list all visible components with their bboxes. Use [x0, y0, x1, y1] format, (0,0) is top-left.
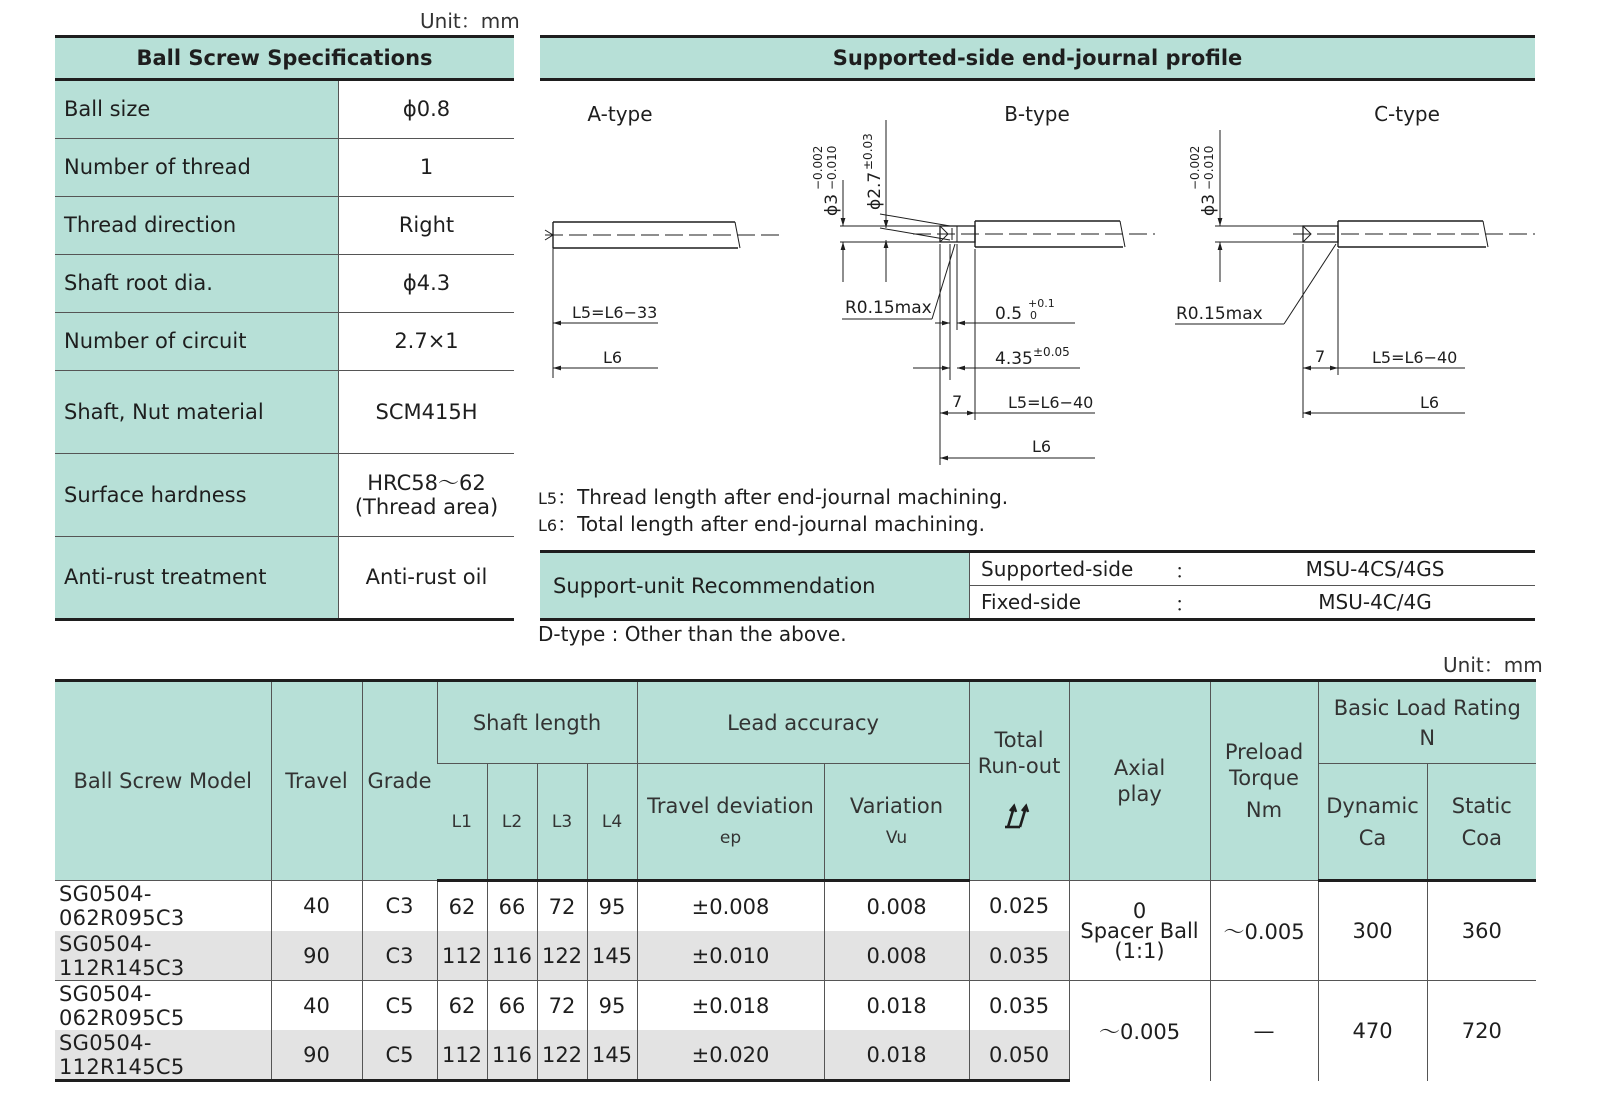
header-runout-line2: Run-out [977, 754, 1061, 778]
header-axial-line1: Axial [1113, 756, 1166, 780]
header-load-unit: N [1419, 725, 1436, 750]
note-l5 [538, 485, 1008, 509]
unit-label-bottom: Unit：mm [1443, 653, 1543, 677]
cell-l3: 122 [537, 931, 587, 981]
header-sta-line2: Coa [1461, 825, 1502, 850]
note-l6-text: ：Total length after end-journal machining. [557, 512, 985, 536]
header-travel-deviation [637, 764, 824, 881]
spec-value: 1 [339, 138, 515, 196]
b-phi3-tol-lower: −0.010 [825, 145, 839, 190]
cell-vu: 0.008 [824, 881, 969, 932]
cell-ep: ±0.010 [637, 931, 824, 981]
spec-key: Shaft root dia. [55, 254, 339, 312]
header-axial-line2: play [1117, 782, 1162, 806]
c-phi3-dim: ϕ3 [1199, 193, 1219, 216]
cell-preload-c5: — [1210, 981, 1318, 1081]
cell-model: SG0504-062R095C5 [59, 981, 185, 1030]
cell-preload-c3: ～0.005 [1210, 881, 1318, 981]
spec-key: Number of thread [55, 138, 339, 196]
cell-grade: C5 [362, 981, 437, 1031]
cell-l2: 66 [487, 881, 537, 932]
cell-runout: 0.035 [969, 981, 1069, 1031]
b-7-dim: 7 [952, 392, 963, 411]
support-row-fixed [970, 586, 1535, 618]
b-05-tol-upper: +0.1 [1028, 297, 1055, 310]
dtype-note: D-type : Other than the above. [538, 622, 847, 646]
cell-dynamic-c5: 470 [1318, 981, 1427, 1081]
spec-key: Thread direction [55, 196, 339, 254]
a-type-label: A-type [587, 102, 653, 126]
spec-row [55, 536, 514, 619]
header-l4: L4 [587, 764, 637, 881]
support-row-supported [970, 553, 1535, 586]
header-model: Ball Screw Model [55, 681, 271, 881]
header-preload-torque [1210, 681, 1318, 881]
header-travel: Travel [271, 681, 362, 881]
cell-l1: 62 [437, 981, 487, 1031]
spec-row [55, 370, 514, 453]
cell-ep: ±0.020 [637, 1030, 824, 1081]
cell-grade: C3 [362, 931, 437, 981]
spec-row [55, 196, 514, 254]
support-model: MSU-4CS/4GS [1305, 557, 1445, 581]
spec-value: 2.7×1 [339, 312, 515, 370]
support-colon: ： [1175, 591, 1195, 616]
cell-vu: 0.008 [824, 931, 969, 981]
spec-table [55, 81, 514, 621]
header-load-rating [1318, 681, 1536, 764]
cell-axial-c3-line3: (1:1) [1114, 938, 1165, 963]
header-tdev-line2: ep [719, 827, 742, 848]
profile-title: Supported-side end-journal profile [540, 35, 1535, 81]
cell-l4: 95 [587, 981, 637, 1031]
cell-l3: 72 [537, 981, 587, 1031]
cell-axial-c3-line2: Spacer Ball [1080, 918, 1199, 943]
spec-key: Shaft, Nut material [55, 370, 339, 453]
header-axial-play [1069, 681, 1210, 881]
cell-l3: 72 [537, 881, 587, 932]
spec-value-line1: HRC58～62 [367, 470, 486, 495]
cell-l4: 145 [587, 1030, 637, 1081]
spec-row [55, 138, 514, 196]
header-l2: L2 [487, 764, 537, 881]
cell-dynamic-c3: 300 [1318, 881, 1427, 981]
cell-axial-c3 [1069, 881, 1210, 981]
header-var-line1: Variation [849, 793, 944, 818]
support-unit-rows [969, 553, 1535, 618]
cell-l1: 62 [437, 881, 487, 932]
spec-value: Right [339, 196, 515, 254]
cell-ep: ±0.018 [637, 981, 824, 1031]
spec-panel [55, 35, 514, 621]
note-l5-text: ：Thread length after end-journal machining. [557, 485, 1009, 509]
cell-l2: 116 [487, 1030, 537, 1081]
header-variation [824, 764, 969, 881]
a-l6-dim: L6 [603, 348, 623, 367]
header-lead-accuracy: Lead accuracy [637, 681, 969, 764]
cell-grade: C3 [362, 881, 437, 932]
cell-l2: 116 [487, 931, 537, 981]
support-unit-label: Support-unit Recommendation [540, 553, 969, 618]
a-l5-dim: L5=L6−33 [572, 303, 658, 322]
b-l5-dim: L5=L6−40 [1008, 393, 1094, 412]
b-phi27-dim: ϕ2.7 [865, 171, 885, 210]
cell-vu: 0.018 [824, 981, 969, 1031]
c-7-dim: 7 [1315, 347, 1326, 366]
spec-row [55, 312, 514, 370]
c-radius-dim: R0.15max [1176, 304, 1263, 324]
header-var-line2: Vu [885, 827, 908, 848]
cell-runout: 0.035 [969, 931, 1069, 981]
note-l5-symbol: L5 [538, 489, 558, 508]
support-model: MSU-4C/4G [1318, 590, 1432, 614]
cell-static-c5: 720 [1427, 981, 1536, 1081]
spec-row [55, 254, 514, 312]
header-runout-line1: Total [994, 728, 1044, 752]
header-dynamic [1318, 764, 1427, 881]
b-435-tol: ±0.05 [1033, 345, 1070, 359]
c-phi3-tol-upper: −0.002 [1188, 145, 1202, 190]
header-dyn-line2: Ca [1358, 825, 1387, 850]
cell-l2: 66 [487, 981, 537, 1031]
b-l6-dim: L6 [1032, 437, 1052, 456]
header-l3: L3 [537, 764, 587, 881]
header-preload-line2: Torque [1229, 766, 1299, 790]
b-radius-dim: R0.15max [845, 298, 932, 318]
spec-row [55, 453, 514, 536]
cell-static-c3: 360 [1427, 881, 1536, 981]
cell-vu: 0.018 [824, 1030, 969, 1081]
header-preload-unit: Nm [1245, 798, 1283, 822]
table-row [55, 881, 1536, 932]
spec-key: Surface hardness [55, 453, 339, 536]
b-type-label: B-type [1004, 102, 1070, 126]
support-side-label: Fixed-side [981, 590, 1082, 614]
spec-row [55, 81, 514, 138]
support-side-label: Supported-side [981, 557, 1134, 581]
cell-grade: C5 [362, 1030, 437, 1081]
cell-travel: 40 [271, 981, 362, 1031]
spec-title: Ball Screw Specifications [55, 35, 514, 81]
b-type-shaft [840, 120, 1155, 465]
spec-key: Ball size [55, 81, 339, 138]
cell-l1: 112 [437, 1030, 487, 1081]
cell-travel: 40 [271, 881, 362, 932]
header-load-line1: Basic Load Rating [1333, 695, 1521, 720]
end-journal-drawing [540, 95, 1540, 545]
spec-value: ϕ0.8 [339, 81, 515, 138]
c-l6-dim: L6 [1420, 393, 1440, 412]
c-type-label: C-type [1374, 102, 1440, 126]
spec-key: Anti-rust treatment [55, 536, 339, 619]
runout-symbol-icon [1002, 801, 1036, 829]
b-05-tol-lower: 0 [1030, 309, 1037, 322]
cell-model: SG0504-112R145C3 [55, 931, 271, 981]
cell-axial-c5: ～0.005 [1069, 981, 1210, 1081]
cell-model: SG0504-062R095C3 [59, 882, 185, 930]
cell-axial-c3-line1: 0 [1132, 898, 1147, 923]
note-l6-symbol: L6 [538, 516, 558, 535]
cell-model: SG0504-112R145C5 [55, 1030, 271, 1081]
cell-travel: 90 [271, 1030, 362, 1081]
cell-travel: 90 [271, 931, 362, 981]
header-sta-line1: Static [1451, 793, 1512, 818]
cell-l3: 122 [537, 1030, 587, 1081]
table-row [55, 981, 1536, 1031]
b-phi27-tol: ±0.03 [861, 133, 875, 170]
model-table [55, 679, 1536, 1082]
cell-l4: 95 [587, 881, 637, 932]
b-435-dim: 4.35 [995, 349, 1033, 369]
header-static [1427, 764, 1536, 881]
spec-key: Number of circuit [55, 312, 339, 370]
model-table-wrap [55, 679, 1536, 1082]
cell-l1: 112 [437, 931, 487, 981]
support-unit-table [540, 550, 1535, 621]
c-phi3-tol-lower: −0.010 [1202, 145, 1216, 190]
c-l5-dim: L5=L6−40 [1372, 348, 1458, 367]
header-total-runout [969, 681, 1069, 881]
table-header-row [55, 681, 1536, 764]
header-dyn-line1: Dynamic [1326, 793, 1419, 818]
spec-value-line2: (Thread area) [354, 494, 499, 519]
spec-value [339, 453, 515, 536]
header-preload-line1: Preload [1224, 740, 1304, 764]
b-phi3-tol-upper: −0.002 [811, 145, 825, 190]
spec-value: Anti-rust oil [339, 536, 515, 619]
a-type-shaft [545, 222, 785, 378]
header-l1: L1 [437, 764, 487, 881]
header-tdev-line1: Travel deviation [647, 793, 814, 818]
spec-value: ϕ4.3 [339, 254, 515, 312]
unit-label-top: Unit：mm [420, 9, 520, 33]
b-05-dim: 0.5 [995, 304, 1023, 324]
spec-value: SCM415H [339, 370, 515, 453]
b-phi3-dim: ϕ3 [822, 193, 842, 216]
support-colon: ： [1175, 558, 1195, 583]
header-shaft-length: Shaft length [437, 681, 637, 764]
c-type-shaft [1175, 130, 1535, 418]
cell-ep: ±0.008 [637, 881, 824, 932]
header-grade: Grade [362, 681, 437, 881]
cell-runout: 0.025 [969, 881, 1069, 932]
cell-l4: 145 [587, 931, 637, 981]
note-l6 [538, 512, 985, 536]
cell-runout: 0.050 [969, 1030, 1069, 1081]
